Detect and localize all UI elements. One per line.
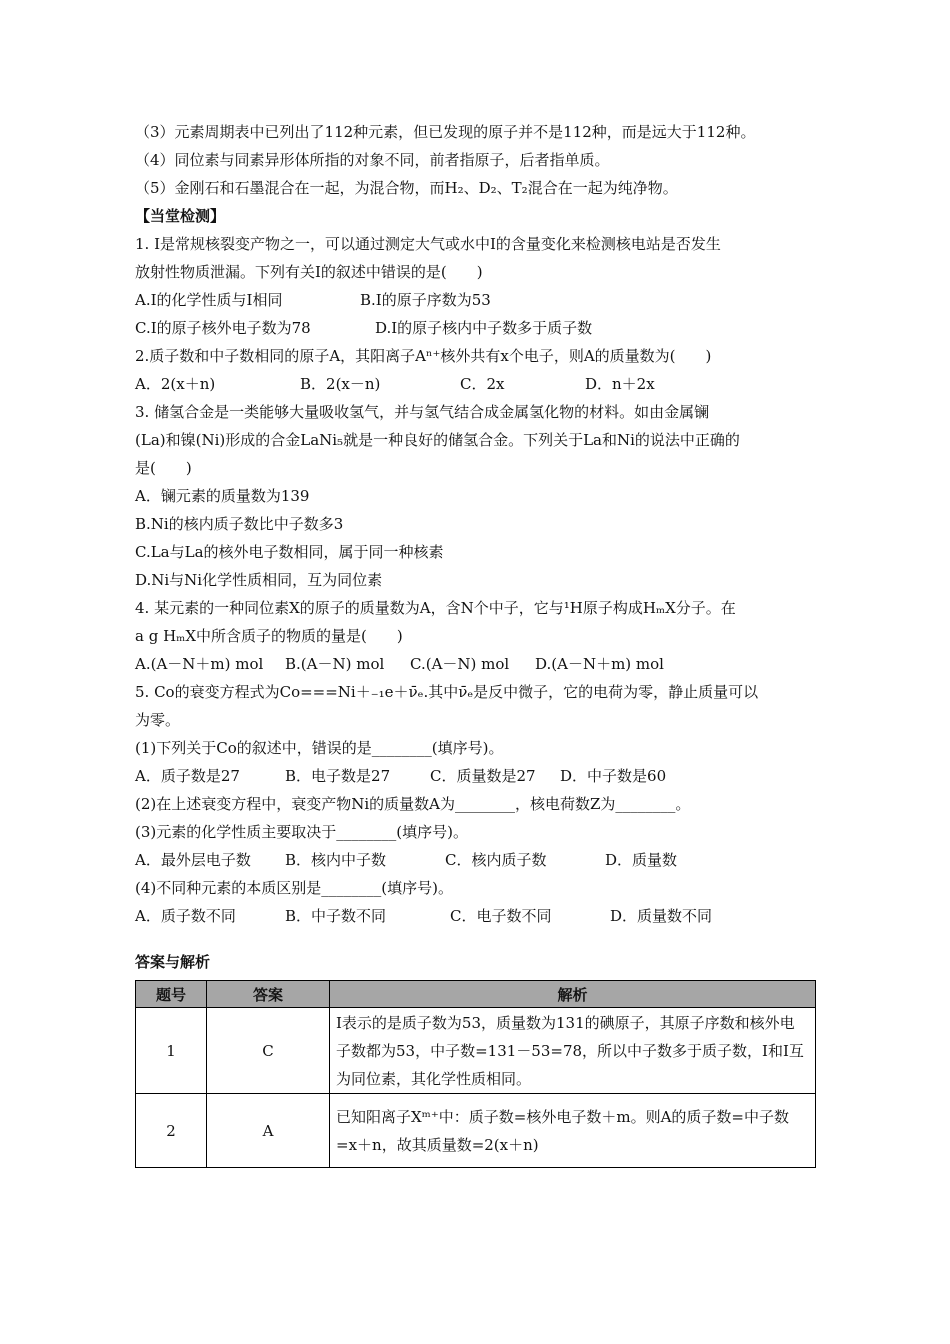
q5-sub4-options	[135, 902, 825, 930]
q4-stem-1: 4. 某元素的一种同位素X的原子的质量数为A，含N个中子，它与¹H原子构成HₘX分子。在	[135, 599, 736, 617]
q1-options-ab	[135, 286, 825, 314]
table-row	[136, 1094, 816, 1168]
q3-option-b: B.Ni的核内质子数比中子数多3	[135, 515, 344, 533]
q4-options	[135, 650, 825, 678]
q2-option-d: D．n＋2x	[585, 375, 655, 393]
q5-sub2: (2)在上述衰变方程中，衰变产物Ni的质量数A为________，核电荷数Z为________。	[135, 795, 691, 813]
row-answer: C	[207, 1008, 330, 1094]
q5-sub1: (1)下列关于Co的叙述中，错误的是________(填序号)。	[135, 739, 504, 757]
q1-option-c: C.I的原子核外电子数为78	[135, 319, 311, 337]
note-4: （4）同位素与同素异形体所指的对象不同，前者指原子，后者指单质。	[135, 151, 610, 169]
q1-stem-2: 放射性物质泄漏。下列有关I的叙述中错误的是( )	[135, 263, 483, 281]
q5-sub4-option-c: C．电子数不同	[450, 907, 552, 925]
answers-header-row	[136, 981, 816, 1008]
q5-sub4-option-a: A．质子数不同	[135, 907, 236, 925]
q5-sub4-option-d: D．质量数不同	[610, 907, 713, 925]
q4-option-a: A.(A－N＋m) mol	[135, 655, 264, 673]
q5-stem-2: 为零。	[135, 711, 181, 729]
q5-sub3-options	[135, 846, 825, 874]
q2-option-c: C．2x	[460, 375, 505, 393]
q3-stem-3: 是( )	[135, 459, 192, 477]
q3-option-a: A．镧元素的质量数为139	[135, 487, 310, 505]
q5-sub3-option-c: C．核内质子数	[445, 851, 547, 869]
document-page	[135, 118, 825, 1168]
row-explanation: 已知阳离子Xᵐ⁺中：质子数=核外电子数＋m。则A的质子数=中子数=x＋n，故其质量数=2(x＋n)	[330, 1094, 816, 1168]
answers-title: 答案与解析	[135, 953, 211, 971]
q4-stem-2: a g HₘX中所含质子的物质的量是( )	[135, 627, 403, 645]
header-answer: 答案	[207, 981, 330, 1008]
q4-option-c: C.(A－N) mol	[410, 655, 510, 673]
q5-sub3-option-b: B．核内中子数	[285, 851, 387, 869]
table-row	[136, 1008, 816, 1094]
q2-option-a: A．2(x＋n)	[135, 375, 216, 393]
q5-sub1-option-d: D．中子数是60	[560, 767, 667, 785]
q5-sub1-options	[135, 762, 825, 790]
q1-stem-1: 1. I是常规核裂变产物之一，可以通过测定大气或水中I的含量变化来检测核电站是否发生	[135, 235, 721, 253]
header-explanation: 解析	[330, 981, 816, 1008]
q5-sub1-option-a: A．质子数是27	[135, 767, 240, 785]
q5-sub3-option-a: A．最外层电子数	[135, 851, 251, 869]
row-answer: A	[207, 1094, 330, 1168]
q5-stem-1: 5. Co的衰变方程式为Co===Ni＋₋₁e＋ν̄ₑ.其中ν̄ₑ是反中微子，它的电荷为零，静止质量可以	[135, 683, 759, 701]
q5-sub4-option-b: B．中子数不同	[285, 907, 387, 925]
q4-option-d: D.(A－N＋m) mol	[535, 655, 664, 673]
q5-sub3-option-d: D．质量数	[605, 851, 678, 869]
q5-sub1-option-b: B．电子数是27	[285, 767, 391, 785]
answers-table	[135, 980, 816, 1168]
note-3: （3）元素周期表中已列出了112种元素，但已发现的原子并不是112种，而是远大于112种。	[135, 123, 756, 141]
q2-option-b: B．2(x－n)	[300, 375, 381, 393]
q5-sub3: (3)元素的化学性质主要取决于________(填序号)。	[135, 823, 468, 841]
q1-options-cd	[135, 314, 825, 342]
q1-option-d: D.I的原子核内中子数多于质子数	[375, 319, 593, 337]
row-number: 2	[136, 1094, 207, 1168]
q2-options	[135, 370, 825, 398]
header-number: 题号	[136, 981, 207, 1008]
q3-option-d: D.Ni与Ni化学性质相同，互为同位素	[135, 571, 383, 589]
q1-option-b: B.I的原子序数为53	[360, 291, 491, 309]
q3-option-c: C.La与La的核外电子数相同，属于同一种核素	[135, 543, 444, 561]
note-5: （5）金刚石和石墨混合在一起，为混合物，而H₂、D₂、T₂混合在一起为纯净物。	[135, 179, 678, 197]
q1-option-a: A.I的化学性质与I相同	[135, 291, 283, 309]
q2-stem: 2.质子数和中子数相同的原子A，其阳离子Aⁿ⁺核外共有x个电子，则A的质量数为( )	[135, 347, 712, 365]
q3-stem-2: (La)和镍(Ni)形成的合金LaNi₅就是一种良好的储氢合金。下列关于La和Ni的说法中正确的	[135, 431, 740, 449]
section-title: 【当堂检测】	[135, 207, 226, 225]
row-explanation: I表示的是质子数为53，质量数为131的碘原子，其原子序数和核外电子数都为53，中子数=131－53=78，所以中子数多于质子数，I和I互为同位素，其化学性质相同。	[330, 1008, 816, 1094]
q4-option-b: B.(A－N) mol	[285, 655, 385, 673]
q3-stem-1: 3. 储氢合金是一类能够大量吸收氢气，并与氢气结合成金属氢化物的材料。如由金属镧	[135, 403, 710, 421]
row-number: 1	[136, 1008, 207, 1094]
q5-sub4: (4)不同种元素的本质区别是________(填序号)。	[135, 879, 453, 897]
q5-sub1-option-c: C．质量数是27	[430, 767, 536, 785]
